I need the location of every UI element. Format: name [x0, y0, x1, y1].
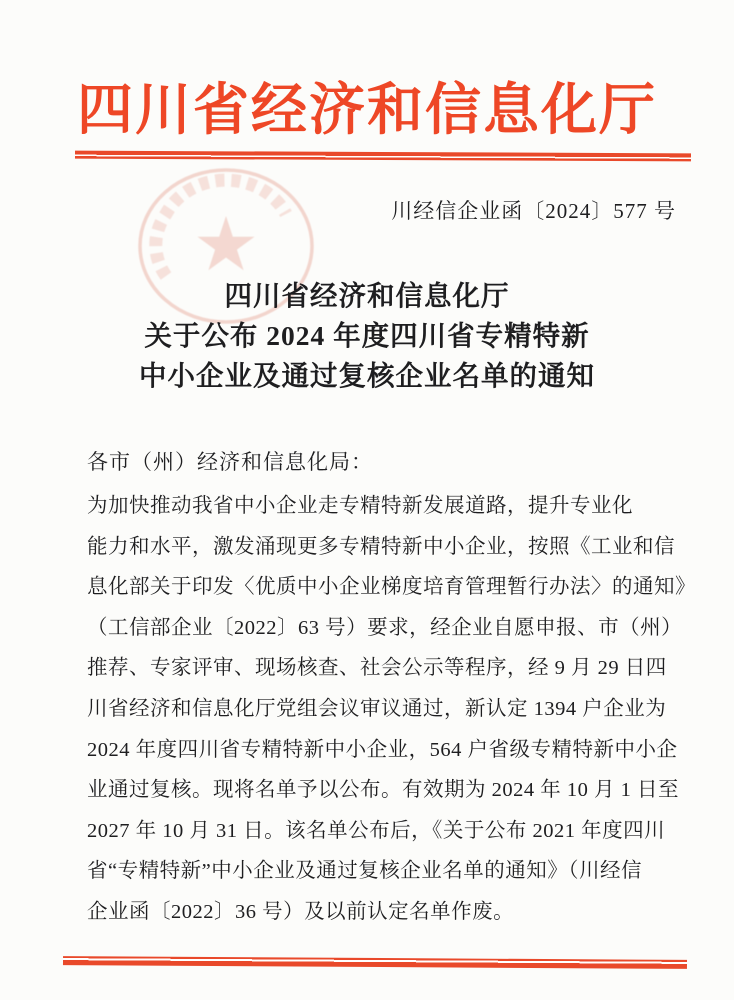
- body-text-line: 企业函〔2022〕36 号）及以前认定名单作废。: [87, 900, 515, 923]
- body-text-line: 业通过复核。现将名单予以公布。有效期为 2024 年 10 月 1 日至: [87, 779, 679, 802]
- agency-letterhead: 四川省经济和信息化厅: [77, 80, 657, 142]
- document-title-line: 关于公布 2024 年度四川省专精特新: [144, 320, 590, 351]
- header-divider-rule: [75, 151, 691, 162]
- body-text-line: 川省经济和信息化厅党组会议审议通过，新认定 1394 户企业为: [87, 697, 667, 720]
- document-title-line: 四川省经济和信息化厅: [224, 280, 510, 311]
- body-text-line: （工信部企业〔2022〕63 号）要求，经企业自愿申报、市（州）: [87, 616, 683, 639]
- document-body: [87, 486, 696, 933]
- document-title-line: 中小企业及通过复核企业名单的通知: [139, 360, 595, 391]
- body-text-line: 为加快推动我省中小企业走专精特新发展道路，提升专业化: [87, 495, 633, 517]
- document-reference-number: 川经信企业函〔2024〕577 号: [391, 199, 676, 223]
- salutation-line: 各市（州）经济和信息化局：: [87, 450, 373, 474]
- body-text-line: 息化部关于印发〈优质中小企业梯度培育管理暂行办法〉的通知》: [87, 576, 696, 599]
- footer-divider-rule: [63, 956, 687, 969]
- body-text-line: 2027 年 10 月 31 日。该名单公布后，《关于公布 2021 年度四川: [87, 819, 666, 842]
- body-text-line: 能力和水平，激发涌现更多专精特新中小企业，按照《工业和信: [87, 535, 675, 558]
- body-text-line: 推荐、专家评审、现场核查、社会公示等程序，经 9 月 29 日四: [87, 657, 667, 680]
- document-title: [0, 276, 734, 396]
- body-text-line: 2024 年度四川省专精特新中小企业，564 户省级专精特新中小企: [87, 738, 678, 761]
- body-text-line: 省“专精特新”中小企业及通过复核企业名单的通知》（川经信: [87, 860, 642, 883]
